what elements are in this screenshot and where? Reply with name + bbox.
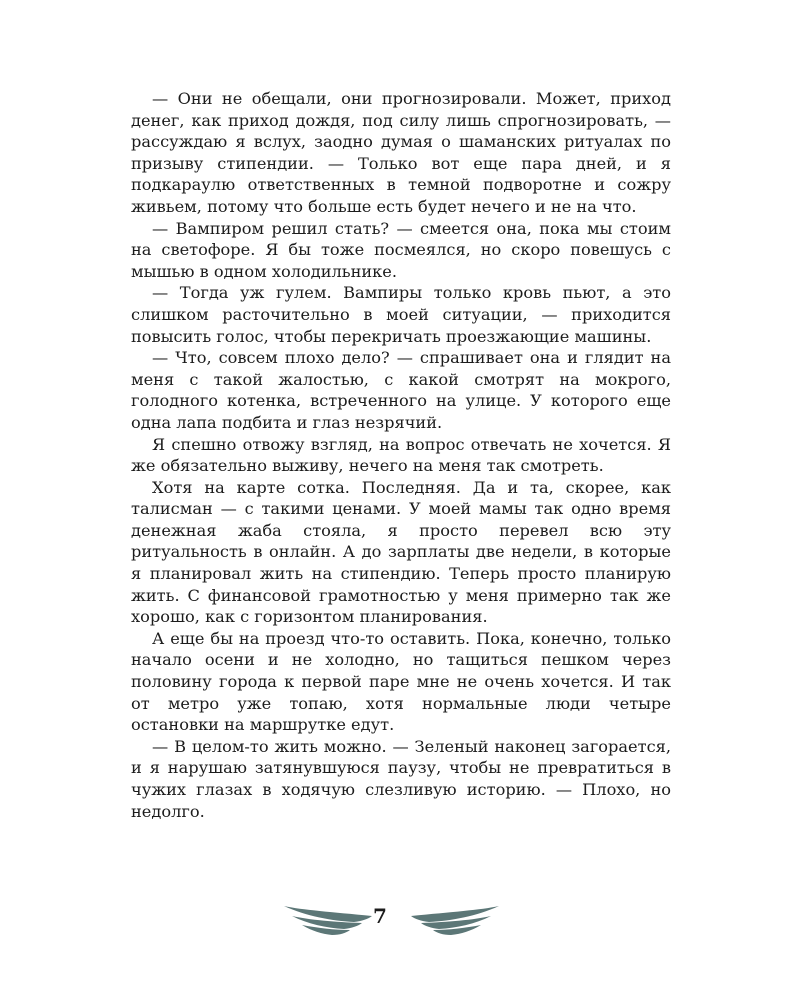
paragraph: — Они не обещали, они прогнозировали. Может, приход денег, как приход дождя, под силу лишь спрогнозировать, — рассуждаю я вслух, заодно думая о шаманских ритуалах по призыву стипендии. — Только вот еще пара дней, и я подкараулю ответственных в темной подворотне и сожру живьем, потому что больше есть будет нечего и не на что. <box>131 89 671 216</box>
paragraph: А еще бы на проезд что-то оставить. Пока, конечно, только начало осени и не холодно, но тащиться пешком через половину города к первой паре мне не очень хочется. И так от метро уже топаю, хотя нормальные люди четыре остановки на маршрутке едут. <box>131 628 671 735</box>
paragraph: — Что, совсем плохо дело? — спрашивает она и глядит на меня с такой жалостью, с какой смотрят на мокрого, голодного котенка, встреченного на улице. У которого еще одна лапа подбита и глаз незрячий. <box>131 348 671 432</box>
paragraph: — Вампиром решил стать? — смеется она, пока мы стоим на светофоре. Я бы тоже посмеялся, но скоро повешусь с мышью в одном холодильнике. <box>131 218 671 281</box>
paragraph: — Тогда уж гулем. Вампиры только кровь пьют, а это слишком расточительно в моей ситуации, — приходится повысить голос, чтобы перекричать проезжающие машины. <box>131 283 671 346</box>
paragraph: — В целом-то жить можно. — Зеленый наконец загорается, и я нарушаю затянувшуюся паузу, чтобы не превратиться в чужих глазах в ходячую слезливую историю. — Плохо, но недолго. <box>131 736 671 821</box>
wing-ornament-right-icon <box>409 900 501 940</box>
paragraph: Я спешно отвожу взгляд, на вопрос отвечать не хочется. Я же обязательно выживу, нечего на меня так смотреть. <box>131 434 671 476</box>
paragraph: Хотя на карте сотка. Последняя. Да и та, скорее, как талисман — с такими ценами. У моей мамы так одно время денежная жаба стояла, я просто перевел всю эту ритуальность в онлайн. А до зарплаты две недели, в которые я планировал жить на стипендию. Теперь просто планирую жить. С финансовой грамотностью у меня примерно так же хорошо, как с горизонтом планирования. <box>131 477 671 627</box>
page-footer <box>0 896 800 946</box>
body-text <box>131 88 671 822</box>
page-number: 7 <box>373 904 387 928</box>
